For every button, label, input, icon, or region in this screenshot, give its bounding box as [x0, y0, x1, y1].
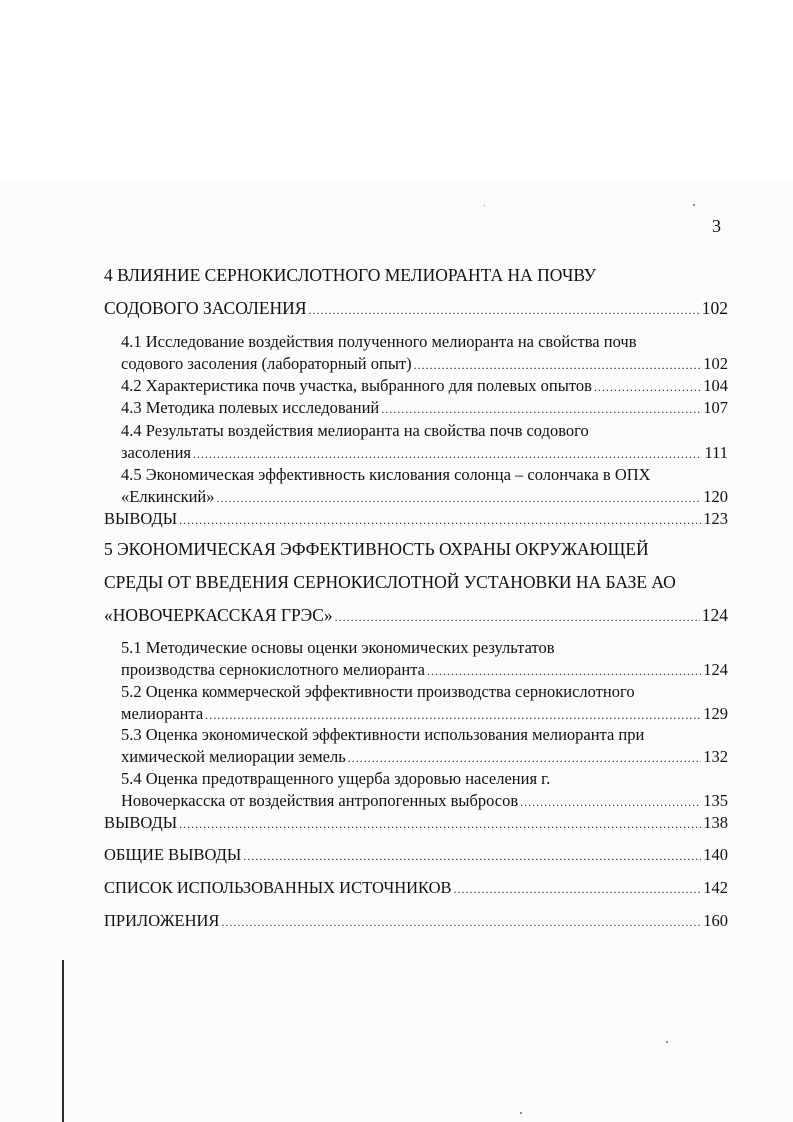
toc-entry-text: 4.2 Характеристика почв участка, выбранного для полевых опытов	[121, 376, 592, 395]
toc-entry-text: «Елкинский»	[121, 487, 215, 506]
scan-edge-mark	[62, 960, 64, 1122]
toc-section-5-3-line1[interactable]	[121, 725, 644, 745]
leader-dots	[594, 377, 701, 397]
toc-section-4-3[interactable]	[121, 398, 728, 419]
leader-dots	[217, 488, 702, 508]
scan-speck	[484, 205, 485, 206]
scan-speck	[666, 1041, 668, 1043]
toc-page-number: 111	[704, 443, 728, 462]
toc-section-4-5-line2[interactable]	[121, 487, 728, 508]
toc-page-number: 140	[703, 845, 728, 864]
toc-page-number: 129	[703, 704, 728, 723]
leader-dots	[348, 748, 702, 768]
toc-entry-text: 4.1 Исследование воздействия полученного мелиоранта на свойства почв	[121, 332, 637, 351]
toc-chapter-4-conclusions[interactable]	[104, 509, 728, 530]
toc-entry-text: ПРИЛОЖЕНИЯ	[104, 911, 220, 930]
toc-chapter-5-title-line2[interactable]	[104, 572, 676, 592]
leader-dots	[414, 355, 702, 375]
leader-dots	[193, 444, 702, 464]
toc-section-4-1-line1[interactable]	[121, 332, 636, 352]
toc-entry-text: химической мелиорации земель	[121, 747, 346, 766]
toc-section-4-4-line2[interactable]	[121, 443, 728, 464]
toc-chapter-5-title-line3[interactable]	[104, 605, 728, 627]
toc-entry-text: 4 ВЛИЯНИЕ СЕРНОКИСЛОТНОГО МЕЛИОРАНТА НА ПОЧВУ	[104, 265, 597, 285]
toc-entry-text: СРЕДЫ ОТ ВВЕДЕНИЯ СЕРНОКИСЛОТНОЙ УСТАНОВКИ НА БАЗЕ АО	[104, 572, 676, 592]
toc-page-number: 124	[703, 660, 728, 679]
toc-page-number: 123	[703, 509, 728, 528]
toc-references[interactable]	[104, 878, 728, 899]
toc-section-4-1-line2[interactable]	[121, 354, 728, 375]
toc-page-number: 102	[701, 298, 728, 318]
leader-dots	[520, 792, 701, 812]
toc-section-5-3-line2[interactable]	[121, 747, 728, 768]
toc-entry-text: производства сернокислотного мелиоранта	[121, 660, 425, 679]
toc-page-number: 120	[703, 487, 728, 506]
toc-section-4-2[interactable]	[121, 376, 728, 397]
toc-chapter-5-conclusions[interactable]	[104, 813, 728, 834]
toc-section-4-5-line1[interactable]	[121, 465, 651, 485]
scan-speck	[520, 1112, 522, 1114]
toc-page-number: 132	[703, 747, 728, 766]
toc-entry-text: 5.3 Оценка экономической эффективности использования мелиоранта при	[121, 725, 645, 744]
toc-section-5-1-line2[interactable]	[121, 660, 728, 681]
toc-section-5-2-line2[interactable]	[121, 704, 728, 725]
toc-page-number: 107	[703, 398, 728, 417]
toc-entry-text: 4.5 Экономическая эффективность кислования солонца – солончака в ОПХ	[121, 465, 651, 484]
toc-section-5-1-line1[interactable]	[121, 638, 555, 658]
leader-dots	[427, 661, 701, 681]
toc-chapter-5-title-line1[interactable]	[104, 539, 649, 559]
toc-page-number: 104	[703, 376, 728, 395]
toc-entry-text: СПИСОК ИСПОЛЬЗОВАННЫХ ИСТОЧНИКОВ	[104, 878, 452, 897]
toc-entry-text: ВЫВОДЫ	[104, 813, 178, 832]
toc-chapter-4-title-line2[interactable]	[104, 298, 728, 320]
toc-entry-text: «НОВОЧЕРКАССКАЯ ГРЭС»	[104, 605, 333, 625]
toc-page-number: 160	[703, 911, 728, 930]
leader-dots	[454, 879, 702, 899]
toc-entry-text: 5.4 Оценка предотвращенного ущерба здоровью населения г.	[121, 769, 551, 788]
toc-entry-text: Новочеркасска от воздействия антропогенных выбросов	[121, 791, 519, 810]
toc-chapter-4-title-line1[interactable]	[104, 265, 596, 285]
toc-section-5-4-line2[interactable]	[121, 791, 728, 812]
toc-entry-text: ОБЩИЕ ВЫВОДЫ	[104, 845, 242, 864]
toc-page-number: 138	[703, 813, 728, 832]
toc-entry-text: 5.2 Оценка коммерческой эффективности производства сернокислотного	[121, 682, 635, 701]
toc-entry-text: 4.4 Результаты воздействия мелиоранта на свойства почв содового	[121, 421, 589, 440]
toc-entry-text: ВЫВОДЫ	[104, 509, 178, 528]
toc-entry-text: засоления	[121, 443, 192, 462]
toc-entry-text: 4.3 Методика полевых исследований	[121, 398, 380, 417]
toc-entry-text: 5 ЭКОНОМИЧЕСКАЯ ЭФФЕКТИВНОСТЬ ОХРАНЫ ОКРУЖАЮЩЕЙ	[104, 539, 649, 559]
toc-entry-text: мелиоранта	[121, 704, 204, 723]
leader-dots	[335, 607, 700, 627]
leader-dots	[179, 814, 701, 834]
leader-dots	[221, 912, 701, 932]
leader-dots	[243, 846, 701, 866]
leader-dots	[205, 705, 701, 725]
toc-page-number: 142	[703, 878, 728, 897]
toc-entry-text: 5.1 Методические основы оценки экономических результатов	[121, 638, 555, 657]
toc-page-number: 135	[703, 791, 728, 810]
leader-dots	[381, 399, 701, 419]
leader-dots	[309, 300, 700, 320]
toc-section-5-2-line1[interactable]	[121, 682, 635, 702]
toc-general-conclusions[interactable]	[104, 845, 728, 866]
toc-entry-text: СОДОВОГО ЗАСОЛЕНИЯ	[104, 298, 307, 318]
page-number: 3	[712, 216, 721, 236]
toc-page-number: 124	[701, 605, 728, 625]
toc-section-5-4-line1[interactable]	[121, 769, 550, 789]
toc-section-4-4-line1[interactable]	[121, 421, 589, 441]
scan-blank-top	[0, 0, 793, 180]
toc-entry-text: содового засоления (лабораторный опыт)	[121, 354, 412, 373]
toc-appendices[interactable]	[104, 911, 728, 932]
scan-speck	[693, 204, 695, 206]
leader-dots	[179, 510, 701, 530]
toc-page-number: 102	[703, 354, 728, 373]
